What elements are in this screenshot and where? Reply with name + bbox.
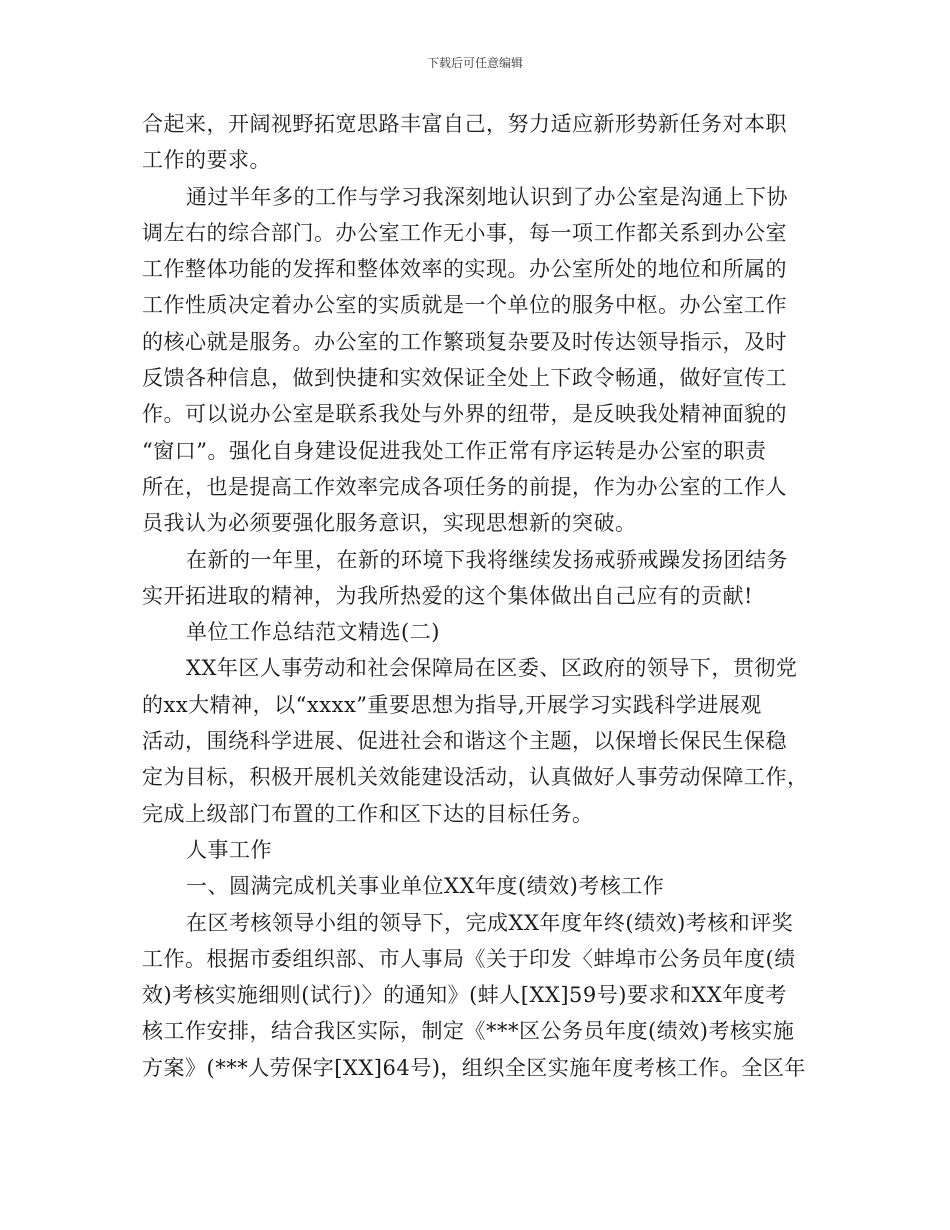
text-line: 员我认为必须要强化服务意识，实现思想新的突破。 xyxy=(142,511,637,536)
text-line: 所在，也是提高工作效率完成各项任务的前提，作为办公室的工作人 xyxy=(142,474,787,499)
text-line: 工作性质决定着办公室的实质就是一个单位的服务中枢。办公室工作 xyxy=(142,293,787,318)
text-line: 工作。根据市委组织部、市人事局《关于印发〈蚌埠市公务员年度(绩 xyxy=(142,946,796,971)
text-line: XX年区人事劳动和社会保障局在区委、区政府的领导下，贯彻党 xyxy=(186,656,798,681)
text-line: 活动，围绕科学进展、促进社会和谐这个主题，以保增长保民生保稳 xyxy=(142,729,787,754)
text-line: 工作的要求。 xyxy=(142,148,271,173)
text-line: 的xx大精神，以“xxxx”重要思想为指导,开展学习实践科学进展观 xyxy=(142,692,762,717)
text-line: 效)考核实施细则(试行)〉的通知》(蚌人[XX]59号)要求和XX年度考 xyxy=(142,983,787,1008)
text-line: 调左右的综合部门。办公室工作无小事，每一项工作都关系到办公室 xyxy=(142,220,787,245)
text-line: 在区考核领导小组的领导下，完成XX年度年终(绩效)考核和评奖 xyxy=(186,910,794,935)
text-line: 工作整体功能的发挥和整体效率的实现。办公室所处的地位和所属的 xyxy=(142,257,787,282)
text-line: 通过半年多的工作与学习我深刻地认识到了办公室是沟通上下协 xyxy=(186,184,788,209)
text-line: “窗口”。强化自身建设促进我处工作正常有序运转是办公室的职责 xyxy=(142,438,767,463)
text-line: 合起来，开阔视野拓宽思路丰富自己，努力适应新形势新任务对本职 xyxy=(142,112,787,136)
text-line: 作。可以说办公室是联系我处与外界的纽带，是反映我处精神面貌的 xyxy=(142,402,787,427)
document-body xyxy=(142,106,810,1086)
text-line: 在新的一年里，在新的环境下我将继续发扬戒骄戒躁发扬团结务 xyxy=(186,547,788,572)
text-line: 核工作安排，结合我区实际，制定《***区公务员年度(绩效)考核实施 xyxy=(142,1019,795,1044)
text-line: 方案》(***人劳保字[XX]64号)，组织全区实施年度考核工作。全区年 xyxy=(142,1055,806,1080)
text-line: 完成上级部门布置的工作和区下达的目标任务。 xyxy=(142,801,594,826)
page-header: 下载后可任意编辑 xyxy=(426,56,523,70)
text-line: 反馈各种信息，做到快捷和实效保证全处上下政令畅通，做好宣传工 xyxy=(142,366,787,391)
section-heading: 人事工作 xyxy=(186,837,272,862)
text-line: 的核心就是服务。办公室的工作繁琐复杂要及时传达领导指示，及时 xyxy=(142,329,787,354)
section-heading: 单位工作总结范文精选(二) xyxy=(186,620,440,645)
text-line: 实开拓进取的精神，为我所热爱的这个集体做出自己应有的贡献! xyxy=(142,583,753,608)
section-heading: 一、圆满完成机关事业单位XX年度(绩效)考核工作 xyxy=(186,874,665,899)
text-line: 定为目标，积极开展机关效能建设活动，认真做好人事劳动保障工作， xyxy=(142,765,809,790)
